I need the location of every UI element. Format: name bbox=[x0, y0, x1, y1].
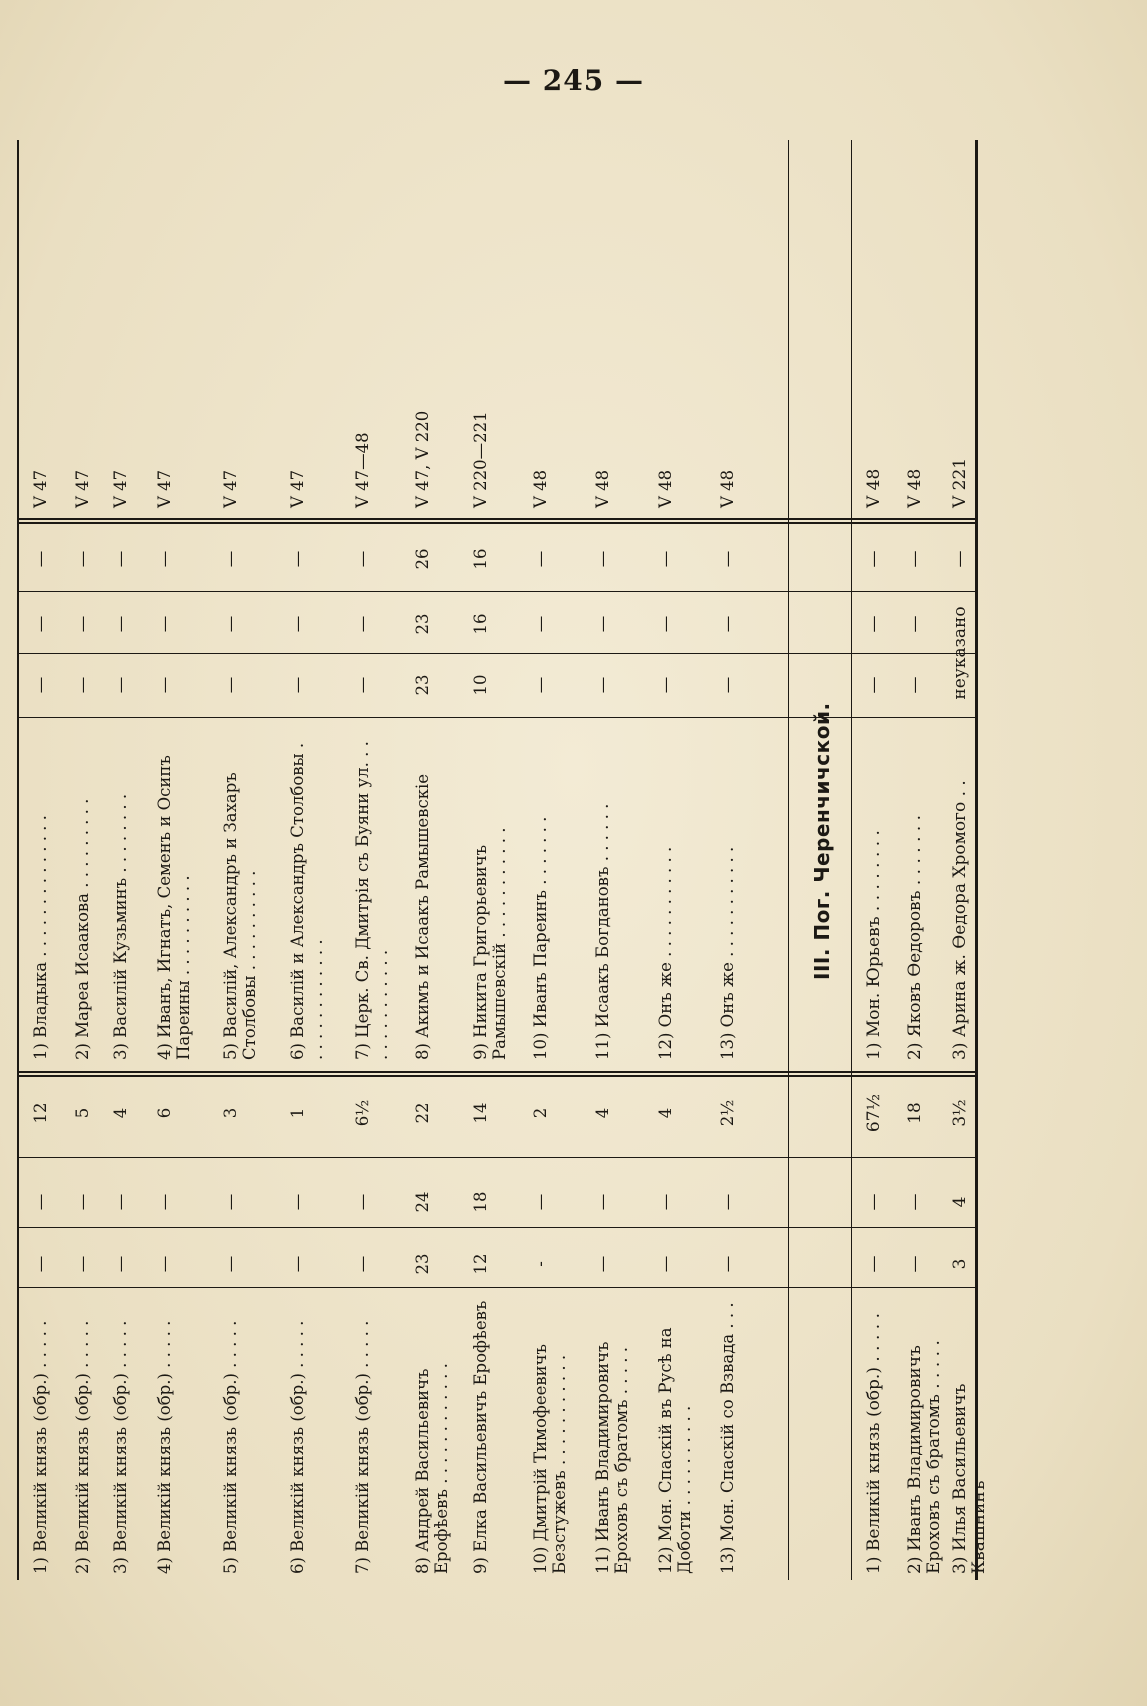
reference-cell: V 47 bbox=[155, 469, 174, 508]
value-cell: — bbox=[73, 1255, 92, 1273]
owner-cell: 9) Елка Васильевичъ Ерофѣевъ bbox=[471, 1300, 490, 1574]
value-cell: — bbox=[288, 1193, 307, 1211]
value-cell: 1 bbox=[288, 1107, 307, 1119]
value-cell: — bbox=[353, 1193, 372, 1211]
col-rule-3 bbox=[17, 1157, 975, 1158]
value-cell: — bbox=[221, 550, 240, 568]
value-cell: 6 bbox=[155, 1107, 174, 1119]
value-cell: — bbox=[73, 676, 92, 694]
owner-cell: 2) Великій князь (обр.) . . . . . bbox=[73, 1320, 92, 1574]
col-rule-4-b bbox=[17, 1072, 975, 1074]
col-rule-2 bbox=[17, 1227, 975, 1228]
settlement-cell: 13) Онъ же . . . . . . . . . . . bbox=[718, 846, 737, 1060]
value-cell: — bbox=[864, 676, 884, 694]
reference-cell: V 47 bbox=[288, 469, 307, 508]
value-cell: — bbox=[31, 615, 50, 633]
rotated-table bbox=[13, 140, 989, 1580]
value-cell: — bbox=[288, 676, 307, 694]
value-cell: 23 bbox=[413, 613, 432, 635]
reference-cell: V 48 bbox=[656, 469, 675, 508]
owner-cell: 13) Мон. Спаскій со Взвада . . . bbox=[718, 1302, 737, 1574]
value-cell: — bbox=[718, 1255, 737, 1273]
value-cell: — bbox=[73, 1193, 92, 1211]
value-cell: — bbox=[531, 1193, 550, 1211]
value-cell: — bbox=[288, 1255, 307, 1273]
col-rule-8-b bbox=[17, 519, 975, 521]
value-cell: 2 bbox=[531, 1107, 550, 1119]
owner-cell: 7) Великій князь (обр.) . . . . . bbox=[353, 1320, 372, 1574]
value-cell: — bbox=[111, 676, 130, 694]
value-cell: — bbox=[905, 550, 925, 568]
owner-cell: 2) Иванъ Владимировичъ Ероховъ съ братомъ . . . . . bbox=[905, 1340, 944, 1574]
value-cell: — bbox=[155, 1255, 174, 1273]
value-cell: — bbox=[593, 550, 612, 568]
value-cell: — bbox=[155, 676, 174, 694]
owner-cell: 4) Великій князь (обр.) . . . . . bbox=[155, 1320, 174, 1574]
owner-cell: 10) Дмитрій Тимофеевичъ Безстужевъ . . . . . . . . . . . bbox=[531, 1343, 569, 1574]
value-cell: — bbox=[593, 1255, 612, 1273]
value-cell: — bbox=[111, 615, 130, 633]
value-cell: — bbox=[656, 615, 675, 633]
value-cell: 22 bbox=[413, 1102, 432, 1124]
value-cell: — bbox=[531, 676, 550, 694]
reference-cell: V 47 bbox=[73, 469, 92, 508]
value-cell: 26 bbox=[413, 548, 432, 570]
value-cell: — bbox=[905, 1255, 925, 1273]
value-cell: — bbox=[864, 1255, 884, 1273]
settlement-cell: 6) Василій и Александръ Столбовы . . . . . . . . . . . . . bbox=[288, 742, 326, 1060]
reference-cell: V 47 bbox=[31, 469, 50, 508]
value-cell: — bbox=[353, 676, 372, 694]
value-cell: — bbox=[31, 1255, 50, 1273]
value-cell: — bbox=[905, 1193, 925, 1211]
settlement-cell: 5) Василій, Александръ и Захаръ Столбовы . . . . . . . . . . bbox=[221, 772, 259, 1060]
value-cell: 14 bbox=[471, 1102, 490, 1124]
settlement-cell: 9) Никита Григорьевичъ Рамышевскій . . . . . . . . . . . bbox=[471, 827, 509, 1060]
value-cell: — bbox=[111, 550, 130, 568]
value-cell: 23 bbox=[413, 674, 432, 696]
settlement-cell: 3) Арина ж. Ѳедора Хромого . . bbox=[950, 780, 970, 1060]
settlement-cell: 10) Иванъ Пареинъ . . . . . . . bbox=[531, 816, 550, 1060]
value-cell: — bbox=[718, 1193, 737, 1211]
value-cell: — bbox=[221, 676, 240, 694]
page-number: — 245 — bbox=[503, 64, 644, 97]
reference-cell: V 48 bbox=[531, 469, 550, 508]
value-cell: 6½ bbox=[353, 1099, 372, 1127]
value-cell: 4 bbox=[111, 1107, 130, 1119]
value-cell: 18 bbox=[905, 1102, 925, 1124]
col-rule-7 bbox=[17, 591, 975, 592]
owner-cell: 1) Великій князь (обр.) . . . . . bbox=[864, 1312, 884, 1574]
value-cell: — bbox=[864, 1193, 884, 1211]
value-cell: — bbox=[221, 1193, 240, 1211]
value-cell: — bbox=[864, 615, 884, 633]
settlement-cell: 2) Мареа Исаакова . . . . . . . . . bbox=[73, 798, 92, 1060]
value-cell: 4 bbox=[656, 1107, 675, 1119]
value-cell: — bbox=[31, 676, 50, 694]
owner-cell: 6) Великій князь (обр.) . . . . . bbox=[288, 1320, 307, 1574]
value-cell: — bbox=[718, 615, 737, 633]
value-cell: — bbox=[221, 615, 240, 633]
value-cell: 12 bbox=[471, 1253, 490, 1275]
owner-cell: 3) Великій князь (обр.) . . . . . bbox=[111, 1320, 130, 1574]
value-cell: 3 bbox=[221, 1107, 240, 1119]
reference-cell: V 220—221 bbox=[471, 411, 490, 508]
value-cell: 18 bbox=[471, 1191, 490, 1213]
value-cell: — bbox=[73, 615, 92, 633]
value-cell: — bbox=[73, 550, 92, 568]
value-cell: — bbox=[31, 1193, 50, 1211]
owner-cell: 11) Иванъ Владимировичъ Ероховъ съ братомъ . . . . . bbox=[593, 1341, 631, 1574]
table-top-rule bbox=[17, 140, 19, 1580]
settlement-cell: 12) Онъ же . . . . . . . . . . . bbox=[656, 846, 675, 1060]
value-cell: 3½ bbox=[950, 1099, 970, 1127]
value-cell: 16 bbox=[471, 548, 490, 570]
reference-cell: V 47 bbox=[111, 469, 130, 508]
value-cell: — bbox=[593, 615, 612, 633]
value-cell: — bbox=[353, 1255, 372, 1273]
value-cell: — bbox=[288, 615, 307, 633]
settlement-cell: 1) Мон. Юрьевъ . . . . . . . . bbox=[864, 830, 884, 1060]
reference-cell: V 47, V 220 bbox=[413, 410, 432, 508]
reference-cell: V 48 bbox=[718, 469, 737, 508]
value-cell: — bbox=[656, 1255, 675, 1273]
value-cell: — bbox=[288, 550, 307, 568]
value-cell: 10 bbox=[471, 674, 490, 696]
value-cell: неуказано bbox=[950, 606, 970, 700]
value-cell: 4 bbox=[950, 1196, 970, 1208]
section-heading: III. Пог. Черенчичской. bbox=[810, 702, 834, 980]
settlement-cell: 3) Василій Кузьминъ . . . . . . . . bbox=[111, 793, 130, 1060]
value-cell: 2½ bbox=[718, 1099, 737, 1127]
settlement-cell: 8) Акимъ и Исаакъ Рамышевскіе bbox=[413, 773, 432, 1060]
value-cell: 3 bbox=[950, 1258, 970, 1270]
value-cell: — bbox=[155, 615, 174, 633]
value-cell: — bbox=[111, 1255, 130, 1273]
settlement-cell: 11) Исаакъ Богдановъ . . . . . . bbox=[593, 803, 612, 1060]
value-cell: — bbox=[353, 615, 372, 633]
value-cell: 67½ bbox=[864, 1093, 884, 1133]
owner-cell: 8) Андрей Васильевичъ Ерофѣевъ . . . . . . . . . . . . bbox=[413, 1363, 451, 1574]
settlement-cell: 7) Церк. Св. Дмитрія съ Буяни ул. . . . . . . . . . . . . . bbox=[353, 741, 391, 1060]
value-cell: — bbox=[950, 550, 970, 568]
value-cell: — bbox=[593, 676, 612, 694]
owner-cell: 1) Великій князь (обр.) . . . . . bbox=[31, 1320, 50, 1574]
value-cell: — bbox=[718, 550, 737, 568]
reference-cell: V 221 bbox=[950, 457, 970, 508]
value-cell: - bbox=[531, 1261, 550, 1267]
section-rule-top bbox=[788, 140, 789, 1580]
value-cell: — bbox=[656, 1193, 675, 1211]
settlement-cell: 2) Яковъ Ѳедоровъ . . . . . . . bbox=[905, 814, 925, 1060]
value-cell: — bbox=[111, 1193, 130, 1211]
section-rule-bottom bbox=[851, 140, 852, 1580]
value-cell: — bbox=[31, 550, 50, 568]
value-cell: — bbox=[905, 615, 925, 633]
reference-cell: V 48 bbox=[593, 469, 612, 508]
value-cell: — bbox=[593, 1193, 612, 1211]
settlement-cell: 4) Иванъ, Игнатъ, Семенъ и Осипъ Пареины . . . . . . . . . . bbox=[155, 755, 193, 1060]
value-cell: 5 bbox=[73, 1107, 92, 1119]
value-cell: — bbox=[221, 1255, 240, 1273]
settlement-cell: 1) Владыка . . . . . . . . . . . . . . bbox=[31, 815, 50, 1060]
value-cell: — bbox=[155, 1193, 174, 1211]
value-cell: — bbox=[656, 676, 675, 694]
value-cell: — bbox=[353, 550, 372, 568]
value-cell: 16 bbox=[471, 613, 490, 635]
value-cell: — bbox=[718, 676, 737, 694]
col-rule-1 bbox=[17, 1287, 975, 1288]
value-cell: — bbox=[531, 615, 550, 633]
value-cell: 24 bbox=[413, 1191, 432, 1213]
reference-cell: V 48 bbox=[905, 468, 925, 508]
value-cell: — bbox=[155, 550, 174, 568]
value-cell: — bbox=[905, 676, 925, 694]
col-rule-8-a bbox=[17, 523, 975, 525]
owner-cell: 5) Великій князь (обр.) . . . . . bbox=[221, 1320, 240, 1574]
reference-cell: V 47 bbox=[221, 469, 240, 508]
value-cell: 4 bbox=[593, 1107, 612, 1119]
reference-cell: V 48 bbox=[864, 468, 884, 508]
value-cell: 12 bbox=[31, 1102, 50, 1124]
value-cell: — bbox=[864, 550, 884, 568]
owner-cell: 12) Мон. Спаскій въ Русѣ на Доботи . . . . . . . . . . bbox=[656, 1327, 694, 1574]
value-cell: — bbox=[656, 550, 675, 568]
value-cell: 23 bbox=[413, 1253, 432, 1275]
col-rule-4-a bbox=[17, 1076, 975, 1078]
reference-cell: V 47—48 bbox=[353, 432, 372, 508]
owner-cell: 3) Илья Васильевичъ Квашнинъ bbox=[950, 1383, 989, 1574]
value-cell: — bbox=[531, 550, 550, 568]
